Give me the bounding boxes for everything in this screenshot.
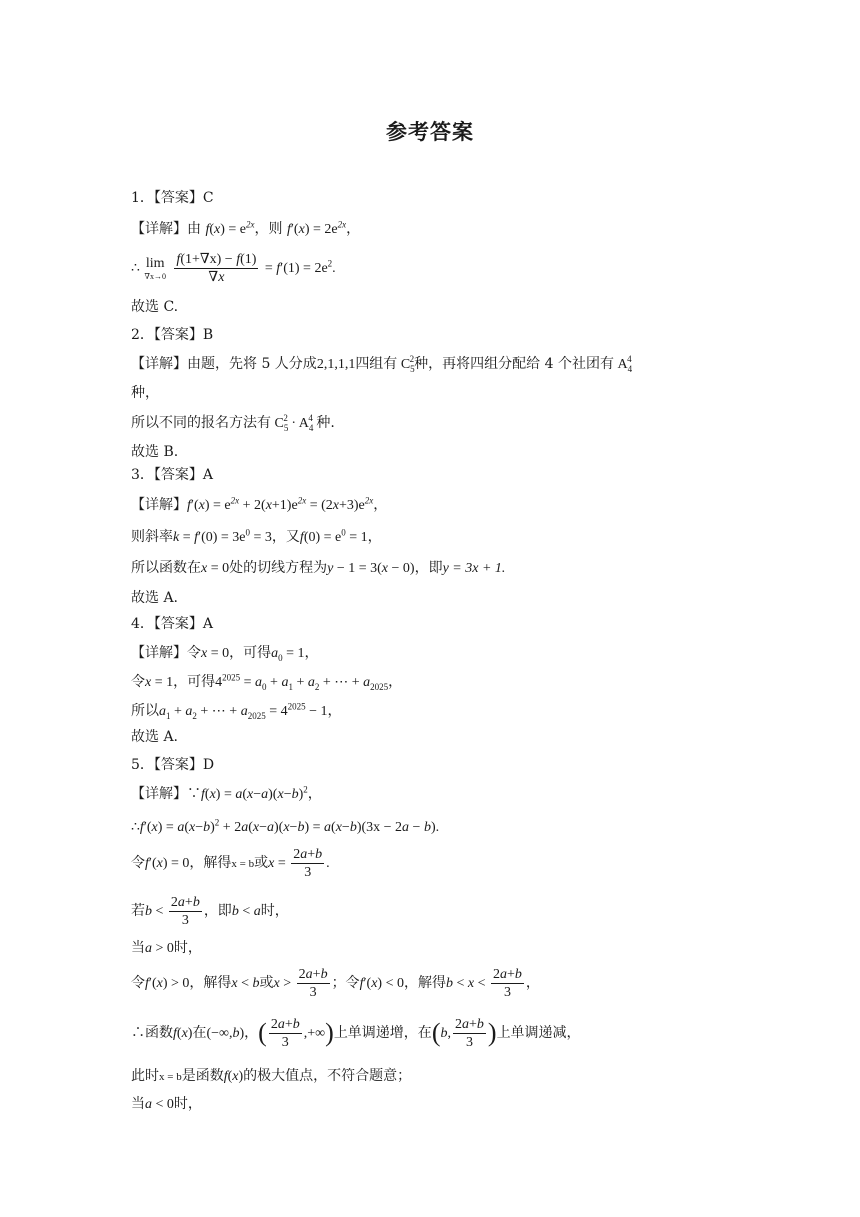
q5-line3: 令f′(x) = 0，解得x = b或x = $\frac{2a+b}{3}$ . bbox=[131, 846, 330, 880]
q5-line2: ∴f′(x) = $a(x-b)^2 + 2a(x-a)(x-b) = a(x-b)(3x - 2a - b)$. bbox=[131, 817, 440, 835]
q1-detail-line: 【详解】由 $f(x) = e^{2x}$，则 $f'(x) = 2e^{2x}$， bbox=[131, 219, 361, 237]
q5-line9: 当a < 0时， bbox=[131, 1096, 202, 1112]
q1-fraction: $\frac{f(1+\nabla x) - f(1)}{\nabla x}$ bbox=[176, 251, 257, 285]
q1-detail-label: 【详解】由 bbox=[131, 221, 201, 237]
q3-answer: 3．【答案】A bbox=[131, 467, 214, 483]
q3-line3: 所以函数在x = 0处的切线方程为y − 1 = 3(x − 0)，即y = 3x + 1. bbox=[131, 560, 506, 576]
q2-end: 故选 B. bbox=[131, 444, 179, 460]
q2-detail-line: 【详解】由题，先将 5 人分成2,1,1,1四组有 $C_5^2$种，再将四组分配给 4 个社团有 $A_4^4$ bbox=[131, 354, 633, 374]
q3-line2: 则斜率$k = f'(0) = 3e^0 = 3$，又$f(0) = e^0 = 1$， bbox=[131, 527, 382, 545]
q4-end: 故选 A. bbox=[131, 729, 179, 745]
q5-detail-line: 【详解】∵f(x) = $a(x-a)(x-b)^2$， bbox=[131, 784, 322, 802]
q1-answer: 1．【答案】C bbox=[131, 190, 214, 206]
q1-end: 故选 C. bbox=[131, 299, 179, 315]
q2-wrap: 种， bbox=[131, 385, 159, 401]
q4-detail-line: 【详解】令x = 0，可得$a_0 = 1$， bbox=[131, 645, 319, 663]
q1-formula-f: f bbox=[205, 222, 210, 237]
q1-limit-line: ∴ lim ∇x→0 $\frac{f(1+\nabla x) - f(1)}{\nabla x}$ = $f'(1) = 2e^2$. bbox=[131, 251, 336, 285]
q4-answer: 4．【答案】A bbox=[131, 616, 214, 632]
q4-line2: 令x = 1，可得$4^{2025} = a_0 + a_1 + a_2$ + ⋯ + $a_{2025}$， bbox=[131, 672, 403, 692]
q5-line6: 令f′(x) > 0，解得x < b或x > $\frac{2a+b}{3}$ ；令f′(x) < 0，解得b < x < $\frac{2a+b}{3}$ ， bbox=[131, 966, 540, 1000]
q5-answer: 5．【答案】D bbox=[131, 757, 215, 773]
limit-operator: lim ∇x→0 bbox=[144, 255, 166, 281]
q3-end: 故选 A. bbox=[131, 590, 179, 606]
q5-line4: 若b < $\frac{2a+b}{3}$ ，即b < a时， bbox=[131, 894, 289, 928]
q2-line3: 所以不同的报名方法有 $C_5^2 \cdot A_4^4$ 种. bbox=[131, 413, 335, 433]
q5-line8: 此时x = b是函数f(x)的极大值点，不符合题意； bbox=[131, 1068, 412, 1084]
page-title: 参考答案 bbox=[386, 120, 474, 144]
q5-line5: 当a > 0时， bbox=[131, 940, 202, 956]
q4-line3: 所以$a_1 + a_2$ + ⋯ + $a_{2025} = 4^{2025} - 1$， bbox=[131, 701, 342, 721]
q5-line7: ∴函数f(x)在(−∞,b)，( $\frac{2a+b}{3}$ ,+∞)上单调递增，在(b, $\frac{2a+b}{3}$ )上单调递减， bbox=[131, 1016, 581, 1050]
q3-detail-line: 【详解】$f'(x) = e^{2x} + 2(x+1)e^{2x} = (2x+3)e^{2x}$， bbox=[131, 495, 388, 513]
q2-answer: 2．【答案】B bbox=[131, 327, 214, 343]
